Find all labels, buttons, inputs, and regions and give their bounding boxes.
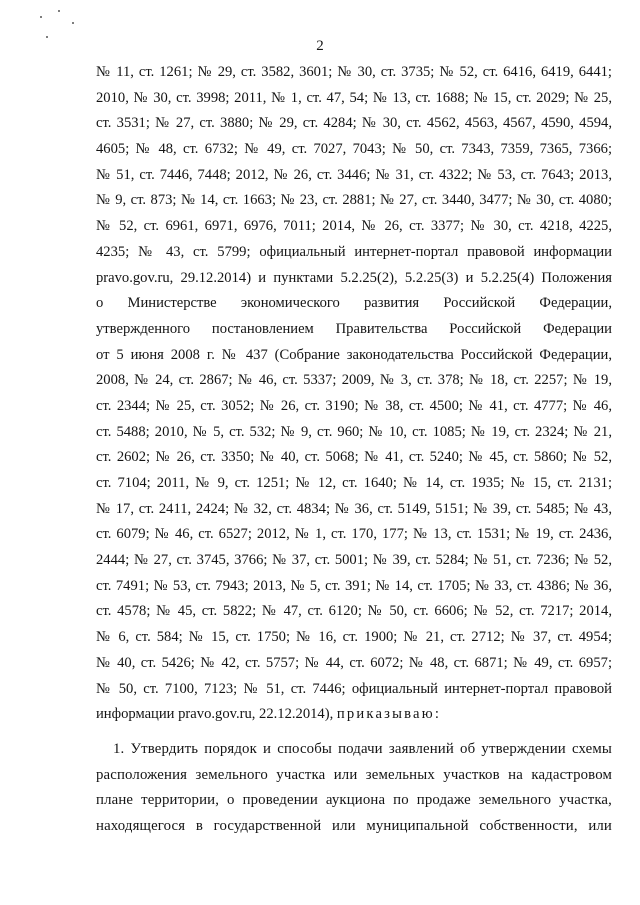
text-line: № 52, ст. 6961, 6971, 6976, 7011; 2014, № 26, ст. 3377; № 30, ст. 4218, 4225, <box>96 218 612 235</box>
text-line: ст. 7491; № 53, ст. 7943; 2013, № 5, ст. 391; № 14, ст. 1705; № 33, ст. 4386; № 36, <box>96 577 612 594</box>
scan-speck <box>58 10 60 12</box>
text-line: утвержденного постановлением Правительства Российской Федерации <box>96 320 612 337</box>
text-line: 2010, № 30, ст. 3998; 2011, № 1, ст. 47, 54; № 13, ст. 1688; № 15, ст. 2029; № 25, <box>96 89 612 106</box>
last-line-prefix: информации pravo.gov.ru, 22.12.2014), <box>96 706 334 723</box>
text-line: 4235; № 43, ст. 5799; официальный интернет-портал правовой информации <box>96 243 612 260</box>
text-line: ст. 4578; № 45, ст. 5822; № 47, ст. 6120; № 50, ст. 6606; № 52, ст. 7217; 2014, <box>96 603 612 620</box>
text-line: ст. 6079; № 46, ст. 6527; 2012, № 1, ст. 170, 177; № 13, ст. 1531; № 19, ст. 2436, <box>96 526 612 543</box>
text-line: 1. Утвердить порядок и способы подачи заявлений об утверждении схемы <box>113 740 612 757</box>
scan-speck <box>40 16 42 18</box>
paragraph-legal-references <box>96 60 612 728</box>
text-line: от 5 июня 2008 г. № 437 (Собрание законодательства Российской Федерации, <box>96 346 612 363</box>
text-line: ст. 2602; № 26, ст. 3350; № 40, ст. 5068; № 41, ст. 5240; № 45, ст. 5860; № 52, <box>96 449 612 466</box>
paragraph-item-1 <box>96 737 612 840</box>
text-line: pravo.gov.ru, 29.12.2014) и пунктами 5.2.25(2), 5.2.25(3) и 5.2.25(4) Положения <box>96 269 612 286</box>
text-line: ст. 3531; № 27, ст. 3880; № 29, ст. 4284; № 30, ст. 4562, 4563, 4567, 4590, 4594, <box>96 115 612 132</box>
scan-speck <box>72 22 74 24</box>
text-line: 2008, № 24, ст. 2867; № 46, ст. 5337; 2009, № 3, ст. 378; № 18, ст. 2257; № 19, <box>96 372 612 389</box>
text-line: № 6, ст. 584; № 15, ст. 1750; № 16, ст. 1900; № 21, ст. 2712; № 37, ст. 4954; <box>96 629 612 646</box>
text-line-last <box>96 702 612 728</box>
text-line: № 17, ст. 2411, 2424; № 32, ст. 4834; № 36, ст. 5149, 5151; № 39, ст. 5485; № 43, <box>96 500 612 517</box>
last-line-suffix: : <box>434 706 439 723</box>
page-number: 2 <box>316 38 324 54</box>
text-line: ст. 2344; № 25, ст. 3052; № 26, ст. 3190; № 38, ст. 4500; № 41, ст. 4777; № 46, <box>96 397 612 414</box>
text-line: расположения земельного участка или земельных участков на кадастровом <box>96 766 612 783</box>
paragraph-gap <box>96 728 612 737</box>
text-line: № 11, ст. 1261; № 29, ст. 3582, 3601; № 30, ст. 3735; № 52, ст. 6416, 6419, 6441; <box>96 64 612 80</box>
text-line: № 51, ст. 7446, 7448; 2012, № 26, ст. 3446; № 31, ст. 4322; № 53, ст. 7643; 2013, <box>96 166 612 183</box>
text-line: № 40, ст. 5426; № 42, ст. 5757; № 44, ст. 6072; № 48, ст. 6871; № 49, ст. 6957; <box>96 654 612 671</box>
text-line: 2444; № 27, ст. 3745, 3766; № 37, ст. 5001; № 39, ст. 5284; № 51, ст. 7236; № 52, <box>96 552 612 569</box>
text-line: о Министерстве экономического развития Российской Федерации, <box>96 295 612 312</box>
text-line: плане территории, о проведении аукциона по продаже земельного участка, <box>96 792 612 809</box>
text-line: 4605; № 48, ст. 6732; № 49, ст. 7027, 7043; № 50, ст. 7343, 7359, 7365, 7366; <box>96 141 612 158</box>
body-text <box>96 60 612 840</box>
text-line: ст. 5488; 2010, № 5, ст. 532; № 9, ст. 960; № 10, ст. 1085; № 19, ст. 2324; № 21, <box>96 423 612 440</box>
text-line: № 9, ст. 873; № 14, ст. 1663; № 23, ст. 2881; № 27, ст. 3440, 3477; № 30, ст. 4080; <box>96 192 612 209</box>
text-line: ст. 7104; 2011, № 9, ст. 1251; № 12, ст. 1640; № 14, ст. 1935; № 15, ст. 2131; <box>96 475 612 491</box>
text-line: № 50, ст. 7100, 7123; № 51, ст. 7446; официальный интернет-портал правовой <box>96 680 612 697</box>
order-word: приказываю <box>336 706 435 723</box>
text-line: находящегося в государственной или муниципальной собственности, или <box>96 817 612 834</box>
